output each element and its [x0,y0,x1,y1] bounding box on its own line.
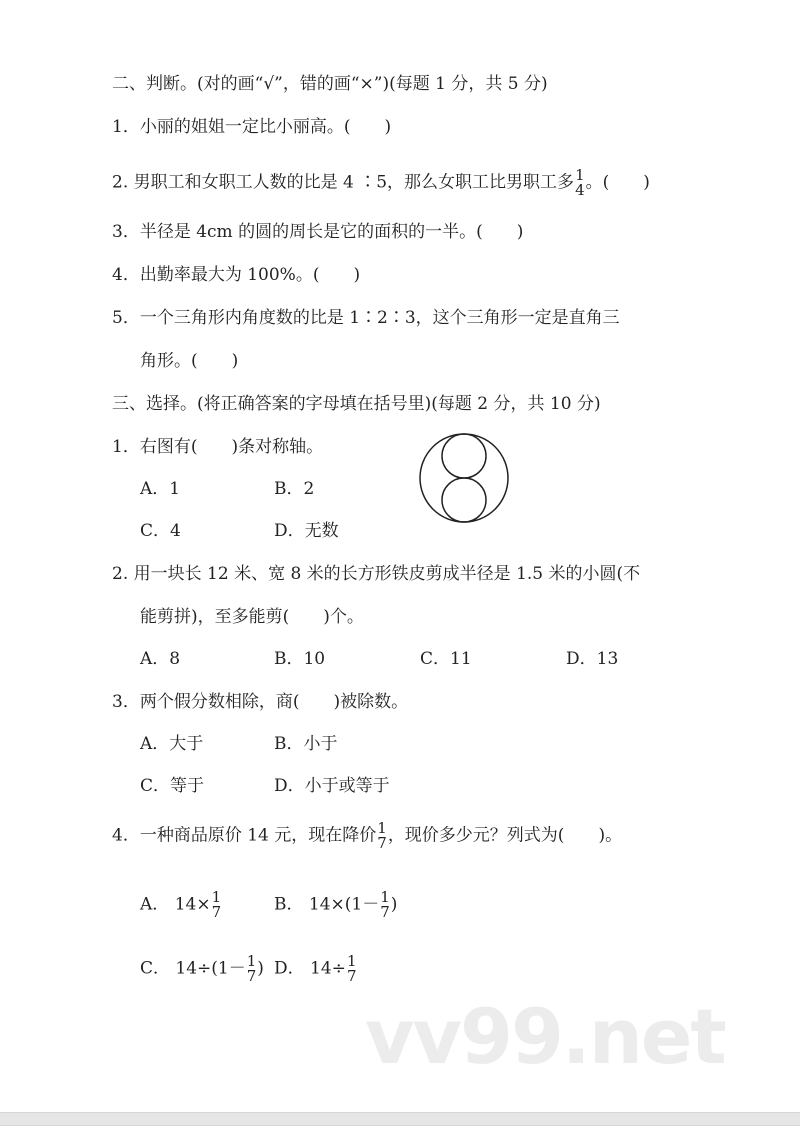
option-d: D． 14÷ 1 7 [274,952,357,985]
option-c: C． 14÷(1－ 1 7 ) [140,952,264,985]
option: D．小于或等于 [274,776,390,796]
judge-q5-cont: 角形。( ) [140,351,239,371]
option: C．11 [420,649,472,669]
circle-figure [418,428,510,528]
judge-q4: 4．出勤率最大为 100%。( ) [112,265,361,285]
option: B．2 [274,479,315,499]
choice-q3: 3．两个假分数相除，商( )被除数。 [112,692,409,712]
judge-q3: 3．半径是 4cm 的圆的周长是它的面积的一半。( ) [112,222,524,242]
option: C．等于 [140,776,205,796]
judge-q1: 1．小丽的姐姐一定比小丽高。( ) [112,117,392,137]
option-b: B． 14×(1－ 1 7 ) [274,888,398,921]
choice-q2-cont: 能剪拼)，至多能剪( )个。 [140,607,364,627]
q2-blank: 。( ) [585,172,650,193]
option: B．10 [274,649,326,669]
option: A．8 [140,649,181,669]
page-separator [0,1112,800,1126]
watermark: vv99.net [365,992,725,1081]
section3-title: 三、选择。(将正确答案的字母填在括号里)(每题 2 分，共 10 分) [112,394,601,414]
choice-q1: 1．右图有( )条对称轴。 [112,437,324,457]
choice-q4: 4．一种商品原价 14 元，现在降价 1 7 ，现价多少元？列式为( )。 [112,819,623,852]
option: A．1 [140,479,181,499]
choice-q2: 2. 用一块长 12 米、宽 8 米的长方形铁皮剪成半径是 1.5 米的小圆(不 [112,564,641,584]
judge-q5: 5．一个三角形内角度数的比是 1∶2∶3，这个三角形一定是直角三 [112,308,620,328]
option: C．4 [140,521,181,541]
option: B．小于 [274,734,338,754]
judge-q2 [112,168,650,198]
fraction: 1 4 [575,166,585,199]
fraction: 1 7 [377,819,387,852]
option: D．无数 [274,521,339,541]
option-a: A． 14× 1 7 [140,888,222,921]
q2-text: 2. 男职工和女职工人数的比是 4 ∶5，那么女职工比男职工多 [112,172,575,193]
option: D．13 [566,649,619,669]
option: A．大于 [140,734,204,754]
section2-title: 二、判断。(对的画“√”，错的画“×”)(每题 1 分，共 5 分) [112,74,548,94]
